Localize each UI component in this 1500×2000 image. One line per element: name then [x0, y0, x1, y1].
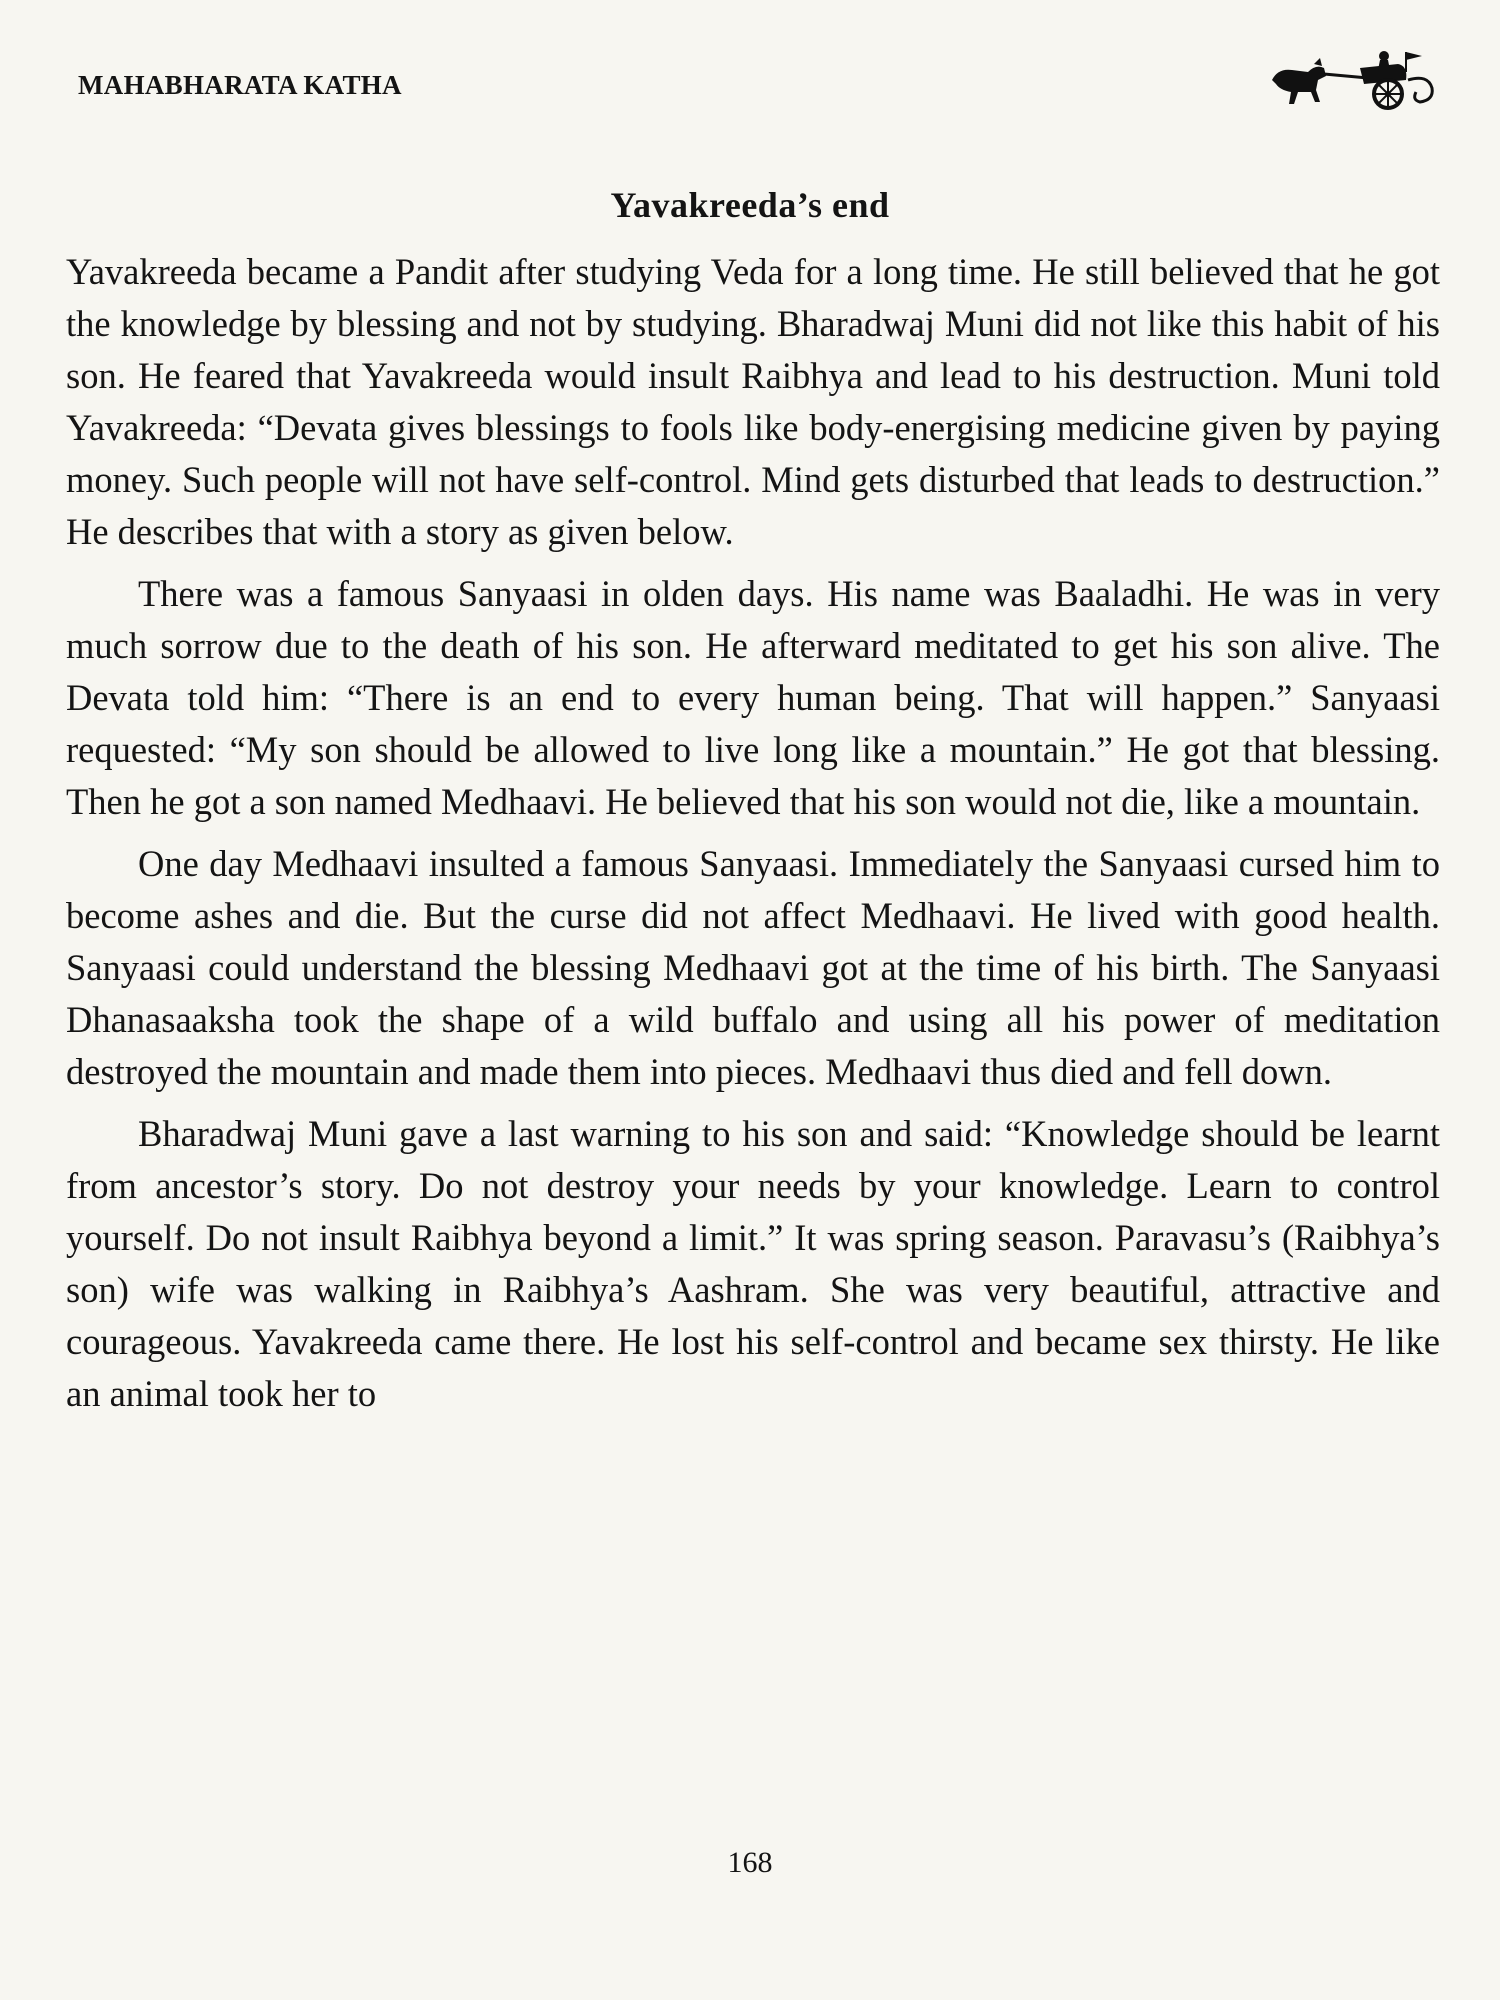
body-text: [66, 246, 1440, 1430]
paragraph-2: There was a famous Sanyaasi in olden days. His name was Baaladhi. He was in very much sorrow due to the death of his son. He afterward meditated to get his son alive. The Devata told him: “There is an end to every human being. That will happen.” Sanyaasi requested: “My son should be allowed to live long like a mountain.” He got that blessing. Then he got a son named Medhaavi. He believed that his son would not die, like a mountain.: [66, 573, 1440, 822]
paragraph-1: Yavakreeda became a Pandit after studying Veda for a long time. He still believed that he got the knowledge by blessing and not by studying. Bharadwaj Muni did not like this habit of his son. He feared that Yavakreeda would insult Raibhya and lead to his destruction. Muni told Yavakreeda: “Devata gives blessings to fools like body-energising medicine given by paying money. Such people will not have self-control. Mind gets disturbed that leads to destruction.” He describes that with a story as given below.: [66, 251, 1440, 552]
paragraph-4: Bharadwaj Muni gave a last warning to his son and said: “Knowledge should be learnt from ancestor’s story. Do not destroy your needs by your knowledge. Learn to control yourself. Do not insult Raibhya beyond a limit.” It was spring season. Paravasu’s (Raibhya’s son) wife was walking in Raibhya’s Aashram. She was very beautiful, attractive and courageous. Yavakreeda came there. He lost his self-control and became sex thirsty. He like an animal took her to: [66, 1113, 1440, 1414]
running-header: MAHABHARATA KATHA: [78, 70, 402, 100]
chapter-title: Yavakreeda’s end: [610, 185, 890, 225]
chariot-icon: [1268, 50, 1438, 112]
page-number: 168: [727, 1846, 773, 1879]
paragraph-3: One day Medhaavi insulted a famous Sanyaasi. Immediately the Sanyaasi cursed him to become ashes and die. But the curse did not affect Medhaavi. He lived with good health. Sanyaasi could understand the blessing Medhaavi got at the time of his birth. The Sanyaasi Dhanasaaksha took the shape of a wild buffalo and using all his power of meditation destroyed the mountain and made them into pieces. Medhaavi thus died and fell down.: [66, 843, 1440, 1092]
